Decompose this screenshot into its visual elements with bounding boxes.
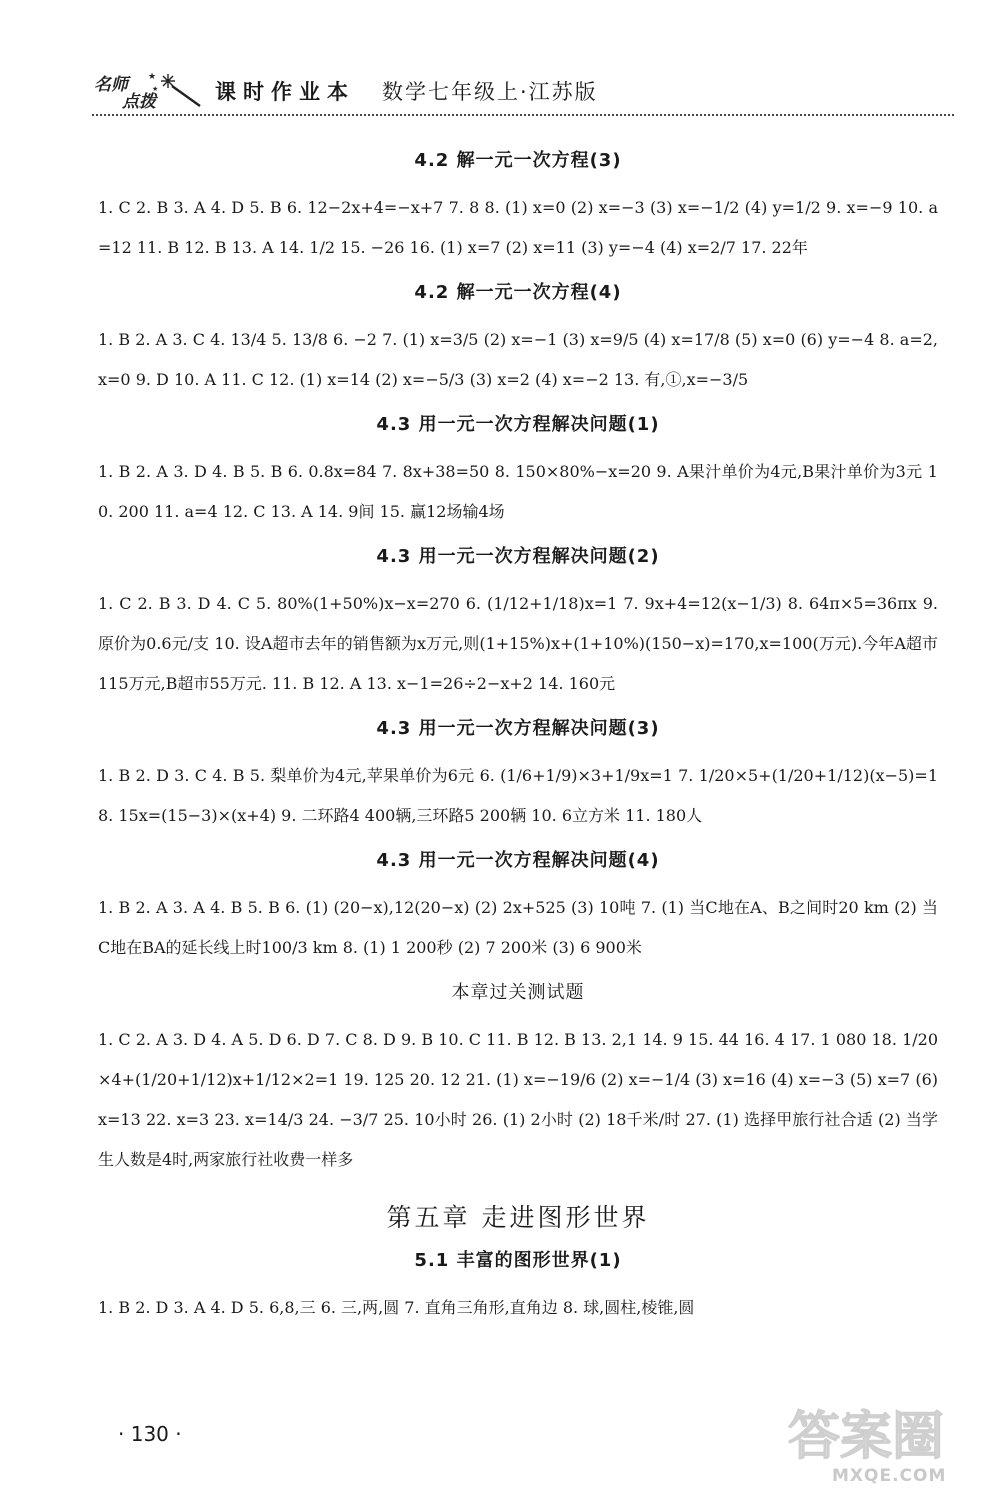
section-title: 4.3 用一元一次方程解决问题(1) — [376, 414, 660, 435]
section-answers: 1. B 2. D 3. C 4. B 5. 梨单价为4元,苹果单价为6元 6. (1/6+1/9)×3+1/9x=1 7. 1/20×5+(1/20+1/12)(x−5)=1 8. 15x=(15−3)×(x+4) 9. 二环路4 400辆,三环路5 200辆 10. 6立方米 11. 180人 — [98, 766, 938, 825]
answer-section — [98, 542, 938, 704]
section-title: 4.3 用一元一次方程解决问题(4) — [376, 850, 660, 871]
chapter-title: 第五章 走进图形世界 — [386, 1203, 650, 1232]
answer-content — [98, 140, 938, 1338]
answer-section — [98, 410, 938, 532]
section-answers: 1. B 2. A 3. A 4. B 5. B 6. (1) (20−x),12(20−x) (2) 2x+525 (3) 10吨 7. (1) 当C地在A、B之间时20 km (2) 当C地在BA的延长线上时100/3 km 8. (1) 1 200秒 (2) 7 200米 (3) 6 900米 — [98, 898, 938, 957]
answer-section — [98, 714, 938, 836]
publisher-logo — [92, 70, 207, 110]
grade-title: 数学七年级上·江苏版 — [382, 80, 598, 104]
section-answers: 1. C 2. B 3. D 4. C 5. 80%(1+50%)x−x=270 6. (1/12+1/18)x=1 7. 9x+4=12(x−1/3) 8. 64π×5=36πx 9. 原价为0.6元/支 10. 设A超市去年的销售额为x万元,则(1+15%)x+(1+10%)(150−x)=170,x=100(万元).今年A超市115万元,B超市55万元. 11. B 12. A 13. x−1=26÷2−x+2 14. 160元 — [98, 594, 938, 693]
section-answers: 1. C 2. B 3. A 4. D 5. B 6. 12−2x+4=−x+7 7. 8 8. (1) x=0 (2) x=−3 (3) x=−1/2 (4) y=1/2 9. x=−9 10. a=12 11. B 12. B 13. A 14. 1/2 15. −26 16. (1) x=7 (2) x=11 (3) y=−4 (4) x=2/7 17. 22年 — [98, 198, 938, 257]
section-title: 4.2 解一元一次方程(3) — [414, 150, 622, 171]
svg-text:点拨: 点拨 — [122, 92, 156, 110]
answer-section — [98, 846, 938, 968]
section-title: 本章过关测试题 — [451, 982, 585, 1003]
section-answers: 1. B 2. A 3. C 4. 13/4 5. 13/8 6. −2 7. (1) x=3/5 (2) x=−1 (3) x=9/5 (4) x=17/8 (5) x=0 (6) y=−4 8. a=2,x=0 9. D 10. A 11. C 12. (1) x=14 (2) x=−5/3 (3) x=2 (4) x=−2 13. 有,①,x=−3/5 — [98, 330, 938, 389]
answer-section — [98, 1246, 938, 1328]
section-title: 5.1 丰富的图形世界(1) — [414, 1250, 622, 1271]
answer-section — [98, 278, 938, 400]
answer-section — [98, 146, 938, 268]
answer-section — [98, 978, 938, 1180]
watermark-site: MXQE.COM — [832, 1466, 947, 1486]
svg-text:名师: 名师 — [94, 75, 128, 95]
page-header — [92, 60, 954, 116]
svg-text:答案圈: 答案圈 — [788, 1407, 945, 1467]
section-answers: 1. B 2. A 3. D 4. B 5. B 6. 0.8x=84 7. 8x+38=50 8. 150×80%−x=20 9. A果汁单价为4元,B果汁单价为3元 10. 200 11. a=4 12. C 13. A 14. 9间 15. 赢12场输4场 — [98, 462, 938, 521]
svg-text:★: ★ — [148, 72, 157, 82]
svg-text:★: ★ — [152, 85, 159, 93]
section-title: 4.3 用一元一次方程解决问题(2) — [376, 546, 660, 567]
publisher-logo-graphic — [92, 70, 207, 110]
page-number: · 130 · — [118, 1422, 182, 1446]
series-title: 课时作业本 — [215, 80, 355, 104]
section-answers: 1. C 2. A 3. D 4. A 5. D 6. D 7. C 8. D 9. B 10. C 11. B 12. B 13. 2,1 14. 9 15. 44 16. 4 17. 1 080 18. 1/20×4+(1/20+1/12)x+1/12×2=1 19. 125 20. 12 21. (1) x=−19/6 (2) x=−1/4 (3) x=16 (4) x=−3 (5) x=7 (6) x=13 22. x=3 23. x=14/3 24. −3/7 25. 10小时 26. (1) 2小时 (2) 18千米/时 27. (1) 选择甲旅行社合适 (2) 当学生人数是4时,两家旅行社收费一样多 — [98, 1030, 938, 1169]
section-title: 4.2 解一元一次方程(4) — [414, 282, 622, 303]
section-title: 4.3 用一元一次方程解决问题(3) — [376, 718, 660, 739]
section-answers: 1. B 2. D 3. A 4. D 5. 6,8,三 6. 三,两,圆 7. 直角三角形,直角边 8. 球,圆柱,棱锥,圆 — [98, 1298, 695, 1317]
